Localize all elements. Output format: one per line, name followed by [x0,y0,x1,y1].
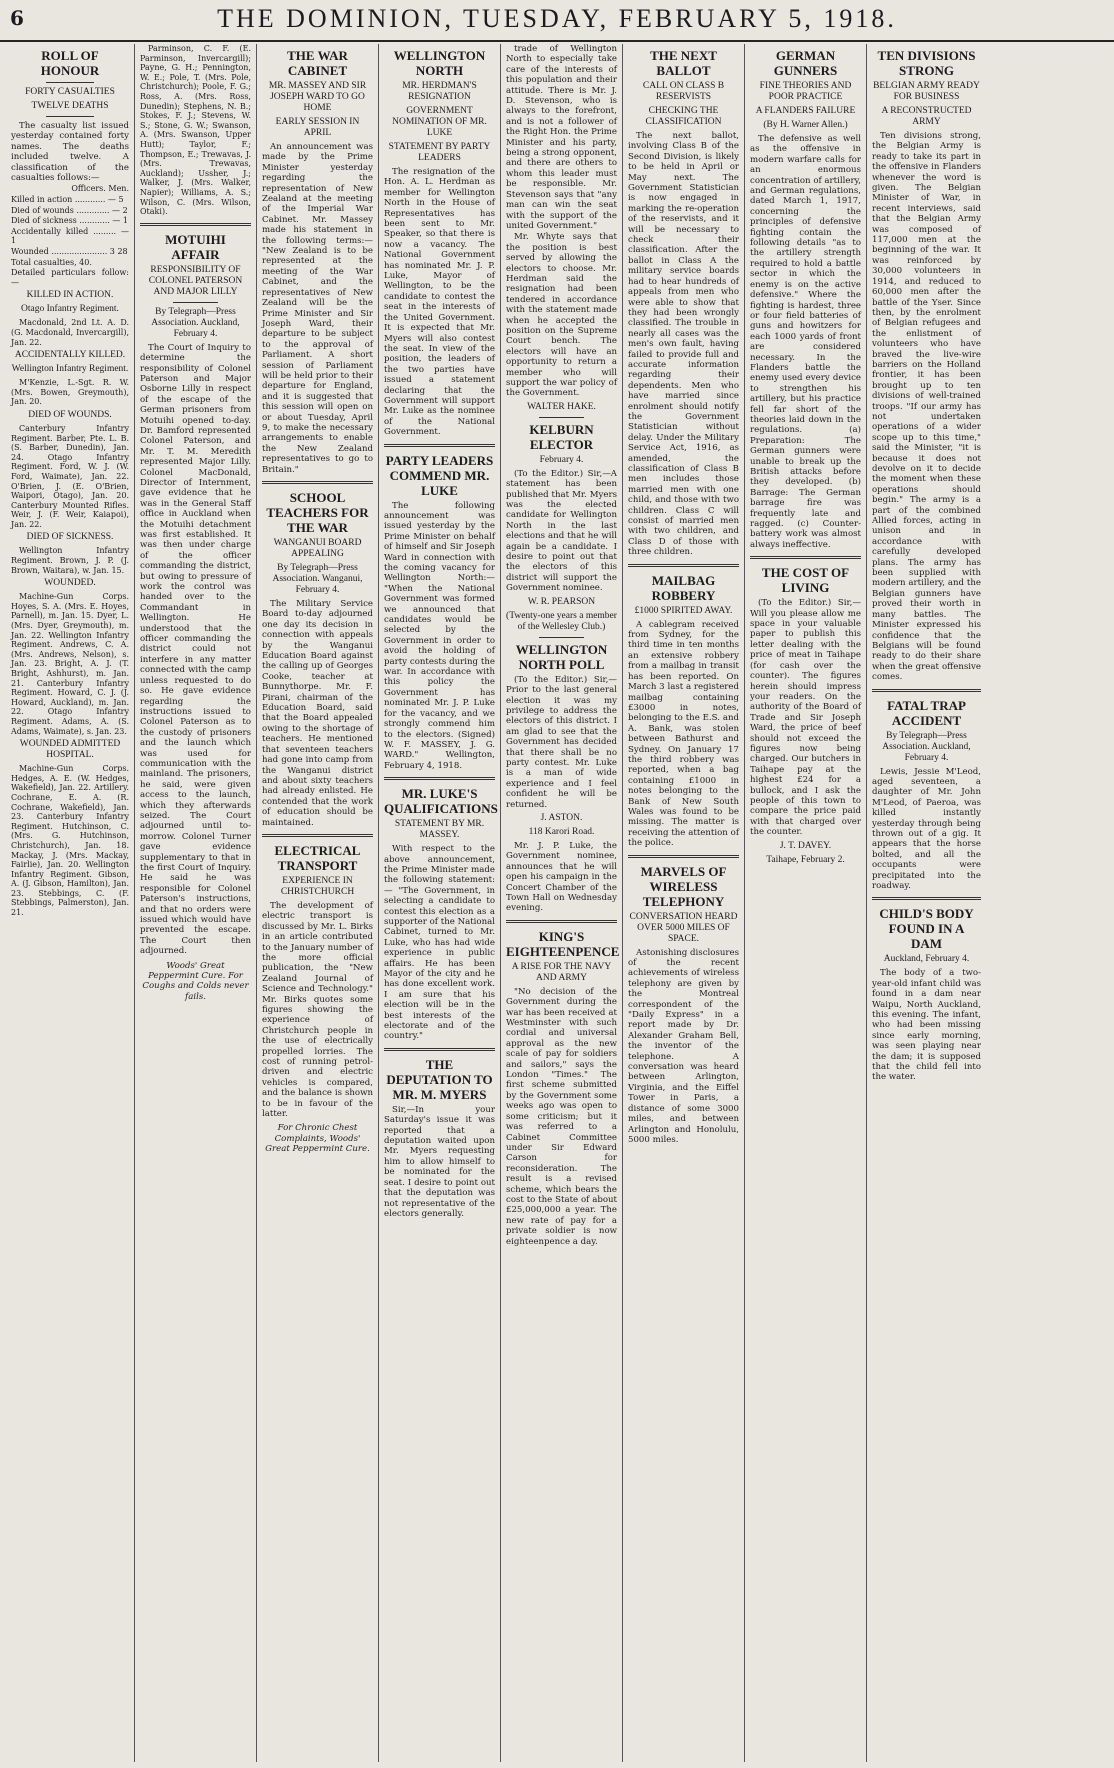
casualty-entry: Canterbury Infantry Regiment. Barber, Pte. L. B. (S. Barber, Dunedin), Jan. 24. Otago Infantry Regiment. Ford, W. J. (W. Ford, Waimate), Jan. 22. O'Brien, J. (E. O'Brien, Waipori, Otago), Jan. 20. Canterbury Mounted Rifles. Weir, J. (F. Weir, Kaiapoi), Jan. 22. [11,423,129,529]
electrical-transport-heading: ELECTRICAL TRANSPORT [274,842,361,873]
peppermint-cure-ad: Woods' Great Peppermint Cure. For Coughs and Colds never fails. [142,960,249,1002]
deputation-body: Sir,—In your Saturday's issue it was reported that a deputation waited upon Mr. Myers requesting him to allow himself to be nominated for the seat. I desire to point out that the deputation was not representative of the electors generally. [384,1104,495,1219]
wireless-telephony-heading: MARVELS OF WIRELESS TELEPHONY [640,863,727,909]
motuihi-dateline: By Telegraph—Press Association. Auckland, February 4. [151,306,240,339]
byline: (By H. Warner Allen.) [763,120,848,130]
letters-body: Mr. Whyte says that the position is best served by allowing the electors to choose. Mr. Herdman said the resignation had been tendered in accordance with the statement made when he accepted the position on the Supreme Court bench. The electors will have an opportunity to return a member who will support the war policy of the Government. [506,232,617,399]
column-next-ballot [622,44,744,1762]
casualty-entry: Wellington Infantry Regiment. Brown, J. P. (J. Brown, Waitara), w. Jan. 15. [11,546,129,575]
chest-complaints-ad: For Chronic Chest Complaints, Woods' Great Peppermint Cure. [265,1123,370,1155]
page-number: 6 [10,6,24,30]
motuihi-article-body: The Court of Inquiry to determine the responsibility of Colonel Paterson and Major Osborne Lilly in respect of the escape of the German prisoners from Motuihi opened to-day. Dr. Bamford represented Colonel Paterson, and Mr. T. M. Meredith represented Major Lilly. Colonel MacDonald, Director of Internment, gave evidence that he was in the General Staff office in Auckland when the Motuihi detachment was first established. It was then under charge of the officer commanding the district, but owing to pressure of work the control was handed over to the Commandant in Wellington. He understood that the officer commanding the district could not interfere in any matter connected with the camp unless requested to do so. He gave evidence regarding the instructions issued to Colonel Paterson as to the custody of prisoners and the launch which was used for communication with the mainland. The prisoners, he said, were given access to the launch, which they afterwards seized. The Court adjourned until to-morrow. Colonel Turner gave evidence supplementary to that in the first Court of Inquiry. He said he was responsible for Colonel Paterson's instructions, and that no orders were issued which would have prevented the escape. The Court then adjourned. [140,342,251,957]
killed-in-action-heading: KILLED IN ACTION. [26,290,114,301]
trap-accident-dateline: By Telegraph—Press Association. Auckland, February 4. [882,730,971,763]
massey-statement-subhead: STATEMENT BY MR. MASSEY. [394,819,485,841]
twelve-deaths-subhead: TWELVE DEATHS [31,101,109,111]
wireless-subhead: CONVERSATION HEARD OVER 5000 MILES OF SPACE. [629,911,738,944]
letter-address: 118 Karori Road. [528,826,595,837]
luke-qualifications-heading: MR. LUKE'S QUALIFICATIONS [384,786,498,817]
mailbag-subhead: £1000 SPIRITED AWAY. [634,605,733,616]
war-cabinet-body: An announcement was made by the Prime Minister yesterday regarding the representation of New Zealand at the meeting of the Imperial War Cabinet. Mr. Massey made his statement in the following terms:— "New Zealand is to be represented at the meeting of the War Cabinet, and the representatives of New Zealand will be the Prime Minister and Sir Joseph Ward, their departure to be subject to the approval of Parliament. A short session of Parliament will be held prior to their departure for England, and it is suggested that this session will open on or about Tuesday, April 9, to make the necessary arrangements to enable the New Zealand representatives to go to Britain." [262,142,373,475]
casualty-table-row: Wounded ...................... 3 28 [11,247,128,256]
fatal-trap-accident-body: Lewis, Jessie M'Leod, aged seventeen, a daughter of Mr. John M'Leod, of Paeroa, was killed instantly yesterday through being thrown out of a gig. It appears that the horse bolted, and all the occupants were precipitated into the roadway. [872,766,981,891]
casualty-list-continued: Parminson, C. F. (E. Parminson, Invercargill); Payne, G. H.; Pennington, W. E.; Pole, T. (Mrs. Pole, Christchurch); Poole, F. G.; Ross, A. (Mrs. Ross, Dunedin); Stephens, N. B.; Stokes, F. J.; Stevens, W. S.; Stone, G. W.; Swanson, A. (Mrs. Swanson, Upper Hutt); Taylor, F.; Thompson, E.; Trewavas, J. (Mrs. Trewavas, Auckland); Ussher, J.; Walker, J. (Mrs. Walker, Napier); Williams, A. S.; Wilson, C. (Mrs. Wilson, Otaki). [140,44,251,217]
class-b-subhead: CALL ON CLASS B RESERVISTS [642,81,725,102]
kings-eighteenpence-heading: KING'S EIGHTEENPENCE [506,928,620,959]
masthead [0,0,1114,42]
wellington-north-body: The resignation of the Hon. A. L. Herdman as member for Wellington North in the House of Representatives has been sent to Mr. Speaker, so that there is now a vacancy. The National Government has nominated Mr. J. P. Luke, Mayor of Wellington, to be the candidate to contest the seat in the interests of the United Government. It is expected that Mr. Myers will also contest the seat. In view of the position, the leaders of the two parties have issued a statement declaring that the Government will support Mr. Luke as the nominee of the National Government. [384,167,495,438]
reconstructed-army-subhead: A RECONSTRUCTED ARMY [881,106,972,127]
belgian-army-body: Ten divisions strong, the Belgian Army is ready to take its part in the offensive in Flanders whenever the word is given. The Belgian Minister of War, in recent interviews, said that the Belgian Army was composed of 117,000 men at the beginning of the war. It was reinforced by 30,000 volunteers in 1914, and reduced to 60,000 men after the battle of the Yser. Since then, by the enrolment of Belgian refugees and the enlistment of volunteers who have braved the live-wire barriers on the Holland frontier, it has been brought up to ten divisions of well-trained troops. "If our army has not undertaken operations of a wider scope up to this time," said the Minister, "it is because it does not devolve on it to decide the moment when these operations should begin." The army is a part of the combined Allied forces, acting in unison and in accordance with carefully developed plans. The army has been supplied with modern artillery, and the Belgian gunners have proved their worth in many battles. The Minister expressed his confidence that the Belgians will be found ready to do their share when the great offensive comes. [872,131,981,683]
cost-of-living-heading: THE COST OF LIVING [761,565,850,596]
letter-address: Taihape, February 2. [766,854,845,865]
kings-eighteenpence-body: "No decision of the Government during the war has been received at Westminster with such cordial and universal approval as the new scale of pay for soldiers and sailors," says the London "Times." The first scheme submitted by the Government some weeks ago was open to some criticism; but it was referred to a Cabinet Committee under Sir Edward Carson for reconsideration. The result is a revised scheme, which bears the cost to the State of about £25,000,000 a year. The new rate of pay for a private soldier is now eighteenpence a day. [506,986,617,1247]
column-war-cabinet [256,44,378,1762]
died-of-sickness-heading: DIED OF SICKNESS. [26,532,114,543]
childs-body-heading: CHILD'S BODY FOUND IN A DAM [879,906,974,952]
wounded-admitted-heading: WOUNDED ADMITTED HOSPITAL. [19,739,121,761]
casualty-entry: Machine-Gun Corps. Hedges, A. E. (W. Hedges, Wakefield), Jan. 22. Artillery. Cochrane, E. A. (R. Cochrane, Wakefield), Jan. 23. Canterbury Infantry Regiment. Hutchinson, C. (Mrs. G. Hutchinson, Christchurch), Jan. 18. Mackay, J. (Mrs. Mackay, Fairlie), Jan. 20. Wellington Infantry Regiment. Gibson, A. (J. Gibson, Hamilton), Jan. 23. Stebbings, C. (F. Stebbings, Palmerston), Jan. 21. [11,764,129,918]
column-belgian-army [866,44,986,1762]
casualty-table [11,184,129,287]
casualty-note: Detailed particulars follow:— [11,268,129,287]
christchurch-subhead: EXPERIENCE IN CHRISTCHURCH [280,875,355,897]
wanganui-subhead: WANGANUI BOARD APPEALING [273,538,362,559]
luke-nomination-subhead: GOVERNMENT NOMINATION OF MR. LUKE [392,106,487,138]
war-cabinet-subhead-2: EARLY SESSION IN APRIL [275,117,360,138]
fatal-trap-accident-heading: FATAL TRAP ACCIDENT [887,697,966,728]
roll-of-honour-heading: ROLL OF HONOUR [40,48,100,78]
motuihi-subhead: RESPONSIBILITY OF COLONEL PATERSON AND MAJOR LILLY [148,264,243,297]
casualty-table-row: Died of sickness ............ — 1 [11,216,129,226]
wireless-telephony-body: Astonishing disclosures of the recent achievements of wireless telephony are given by the Montreal correspondent of the "Daily Express" in a report made by Dr. Alexander Graham Bell, the inventor of the telephone. A conversation was heard between Arlington, Virginia, and the Eiffel Tower in Paris, a distance of some 3000 miles, and between Arlington and Honolulu, 5000 miles. [628,947,739,1145]
casualty-entry: Macdonald, 2nd Lt. A. D. (G. Macdonald, Invercargill), Jan. 22. [11,318,129,347]
died-of-wounds-heading: DIED OF WOUNDS. [28,409,112,420]
wellington-north-poll-heading: WELLINGTON NORTH POLL [515,641,608,672]
kelburn-letter-body: (To the Editor.) Sir,—A statement has been published that Mr. Myers was the elected candidate for Wellington North in the last elections and that he will again be a candidate. I desire to point out that the electors of this district will support the Government nominee. [506,468,617,594]
forty-casualties-subhead: FORTY CASUALTIES [25,87,115,97]
electrical-transport-body: The development of electric transport is discussed by Mr. L. Birks in an article contributed to the January number of the more official publication, the "New Zealand Journal of Science and Technology." Mr. Birks quotes some figures showing the experience of Christchurch people in the use of electrically propelled lorries. The cost of running petrol-driven and electric vehicles is compared, and the balance is shown to be in favour of the latter. [262,900,373,1120]
column-roll-of-honour [6,44,134,1762]
war-cabinet-heading: THE WAR CABINET [287,48,348,78]
casualty-table-header: Officers. Men. [71,184,129,194]
casualty-table-row: Died of wounds ............. — 2 [11,205,128,215]
poll-letter-body: (To the Editor.) Sir,—Prior to the last general election it was my privilege to address the electors of this district. I am glad to see that the Government has decided that there shall be no party contest. Mr. Luke is a man of wide experience and I feel confident he will be returned. [506,674,617,810]
accidentally-killed-heading: ACCIDENTALLY KILLED. [14,350,126,361]
german-gunners-body: The defensive as well as the offensive in modern warfare calls for an enormous concentration of artillery, and German regulations, dated March 1, 1917, concerning the principles of defensive fighting contain the following details "as to the artillery strength required to hold a battle sector in which the enemy is on the active defensive." Where the fighting is hardest, three or four field batteries of guns and howitzers for each 1000 yards of front are considered necessary. In the Flanders battle the enemy used every device to strengthen his artillery, but his practice fell far short of the theories laid down in the regulations. (a) Preparation: The German gunners were unable to break up the British attacks before they developed. (b) Barrage: The German barrage fire was frequently late and ragged. (c) Counter-battery work was almost always ineffective. [750,134,861,550]
luke-qualifications-body: With respect to the above announcement, the Prime Minister made the following statement:— "The Government, in selecting a candidate to contest this election as a supporter of the National Cabinet, turned to Mr. Luke, who has had wide experience in public affairs. He has been Mayor of the city and he has done excellent work. I am sure that his election will be in the best interests of the electorate and of the country." [384,844,495,1042]
regiment-subhead: Otago Infantry Regiment. [21,304,119,315]
school-teachers-body: The Military Service Board to-day adjourned one day its decision in connection with appeals by the Wanganui Education Board against the calling up of Georges Cooke, teacher at Bunnythorpe. Mr. F. Pirani, chairman of the Education Board, said that the Board appealed owing to the shortage of teachers. He mentioned that seventeen teachers had gone into camp from the Wanganui district and about sixty teachers had already enlisted. He contended that the work of education should be maintained. [262,599,373,828]
columns [6,44,1108,1762]
school-teachers-heading: SCHOOL TEACHERS FOR THE WAR [266,490,369,535]
letter-signature: WALTER HAKE. [527,401,596,412]
regiment-subhead: Wellington Infantry Regiment. [11,364,129,375]
wanganui-dateline: By Telegraph—Press Association. Wanganui, February 4. [272,563,363,595]
war-cabinet-subhead: MR. MASSEY AND SIR JOSEPH WARD TO GO HOME [268,81,367,113]
casualty-entry: M'Kenzie, L.-Sgt. R. W. (Mrs. Bowen, Greymouth), Jan. 20. [11,378,129,407]
column-motuihi [134,44,256,1762]
letter-signature: W. R. PEARSON [527,596,596,607]
letter-signature-note: (Twenty-one years a member of the Wellesley Club.) [506,610,617,632]
letter-signature: J. T. DAVEY. [779,840,832,851]
column-letters [500,44,622,1762]
casualty-intro: The casualty list issued yesterday contained forty names. The deaths included twelve. A classification of the casualties follows:— [11,121,129,184]
fine-theories-subhead: FINE THEORIES AND POOR PRACTICE [759,81,852,102]
childs-body-article: The body of a two-year-old infant child was found in a dam near Waipu, North Auckland, this evening. The infant, who had been missing since early morning, was seen playing near the dam; it is supposed that the child fell into the water. [872,968,981,1083]
herdman-resignation-subhead: MR. HERDMAN'S RESIGNATION [402,81,477,102]
belgian-army-subhead: BELGIAN ARMY READY FOR BUSINESS [873,81,980,102]
mailbag-robbery-body: A cablegram received from Sydney, for the third time in ten months an extensive robbery from a mailbag in transit has been reported. On March 3 last a registered mailbag containing £3000 in notes, belonging to the E.S. and A. Bank, was stolen between Bathurst and Sydney. On January 17 the third robbery was reported, when a bag containing £1000 in notes belonging to the Bank of New South Wales was found to be missing. The matter is receiving the attention of the police. [628,619,739,849]
classification-subhead: CHECKING THE CLASSIFICATION [645,106,722,127]
next-ballot-body: The next ballot, involving Class B of the Second Division, is likely to be held in April or May next. The Government Statistician is now engaged in marking the re-operation of the reservists, and it will be necessary to check their classification. After the ballot in Class A the military service boards had to hear hundreds of appeals from men who were able to show that they had been wrongly classified. The trouble in nearly all cases was the men's own fault, having failed to provide full and accurate information regarding their dependents. Men who have married since enrolment should notify the Government Statistician without delay. Under the Military Service Act, 1916, as amended, the classification of Class B men includes those married men with one child, and those with two children. Class C will consist of married men with two children, and Class D of those with three children. [628,131,739,558]
mailbag-robbery-heading: MAILBAG ROBBERY [651,572,716,603]
party-leaders-heading: PARTY LEADERS COMMEND MR. LUKE [385,452,494,498]
kelburn-date: February 4. [539,454,584,465]
letter-signature: J. ASTON. [540,812,583,823]
childs-body-dateline: Auckland, February 4. [883,954,970,965]
casualty-entry: Machine-Gun Corps. Hoyes, S. A. (Mrs. E. Hoyes, Parnell), m. Jan. 15. Dyer, L. (Mrs. Dyer, Greymouth), m. Jan. 22. Wellington Infantry Regiment. Andrews, C. A. (Mrs. Andrews, Nelson), s. Jan. 23. Bright, A. J. (T. Bright, Ashhurst), m. Jan. 21. Canterbury Infantry Regiment. Howard, C. J. (J. Howard, Auckland), m. Jan. 22. Otago Infantry Regiment. Adams, A. (S. Adams, Waimate), s. Jan. 23. [11,592,129,736]
wellington-north-heading: WELLINGTON NORTH [393,48,486,78]
ten-divisions-heading: TEN DIVISIONS STRONG [877,48,976,78]
newspaper-title: THE DOMINION, TUESDAY, FEBRUARY 5, 1918. [217,4,897,33]
column-german-gunners [744,44,866,1762]
deputation-heading: THE DEPUTATION TO MR. M. MYERS [386,1056,493,1102]
cost-of-living-body: (To the Editor.) Sir,—Will you please allow me space in your valuable paper to publish this letter dealing with the price of meat in Taihape (for cash over the counter). The figures herein should impress your readers. On the authority of the Board of Trade and Sir Joseph Ward, the price of beef should not exceed the figures now being charged. Our butchers in Taihape pay at the highest £24 for a bullock, and I ask the people of this town to compare the price paid with that charged over the counter. [750,598,861,838]
party-leaders-body: The following announcement was issued yesterday by the Prime Minister on behalf of himself and Sir Joseph Ward in connection with the coming vacancy for Wellington North:— "When the National Government was formed we announced that candidates would be selected by the Government in order to avoid the holding of party contests during the war. In accordance with this policy the Government has nominated Mr. J. P. Luke for the vacancy, and we strongly commend him to the electors. (Signed) W. F. MASSEY, J. G. WARD." Wellington, February 4, 1918. [384,500,495,771]
next-ballot-heading: THE NEXT BALLOT [650,48,717,78]
german-gunners-heading: GERMAN GUNNERS [773,48,838,78]
letters-continued: trade of Wellington North to especially take care of the interests of this population and their attitude. There is Mr. J. D. Stevenson, who is always to the forefront, and is not a follower of the Right Hon. the Prime Minister and his party, being a strong opponent, and there are others to whom this leader must be responsible. Mr. Stevenson says that "any man can win the seat with the support of the united Government." [506,44,617,231]
column-wellington-north [378,44,500,1762]
casualty-table-row: Accidentally killed ......... — 1 [11,226,129,246]
navy-army-subhead: A RISE FOR THE NAVY AND ARMY [511,961,612,983]
casualty-table-row: Killed in action ............ — 5 [11,195,124,205]
flanders-failure-subhead: A FLANDERS FAILURE [755,106,856,116]
luke-campaign-note: Mr. J. P. Luke, the Government nominee, announces that he will open his campaign in the Concert Chamber of the Town Hall on Wednesday evening. [506,840,617,914]
wounded-heading: WOUNDED. [44,578,96,589]
kelburn-elector-heading: KELBURN ELECTOR [529,421,594,452]
casualty-table-row: Total casualties, 40. [11,257,92,267]
motuihi-affair-heading: MOTUIHI AFFAIR [165,231,226,262]
party-leaders-subhead: STATEMENT BY PARTY LEADERS [388,142,491,163]
